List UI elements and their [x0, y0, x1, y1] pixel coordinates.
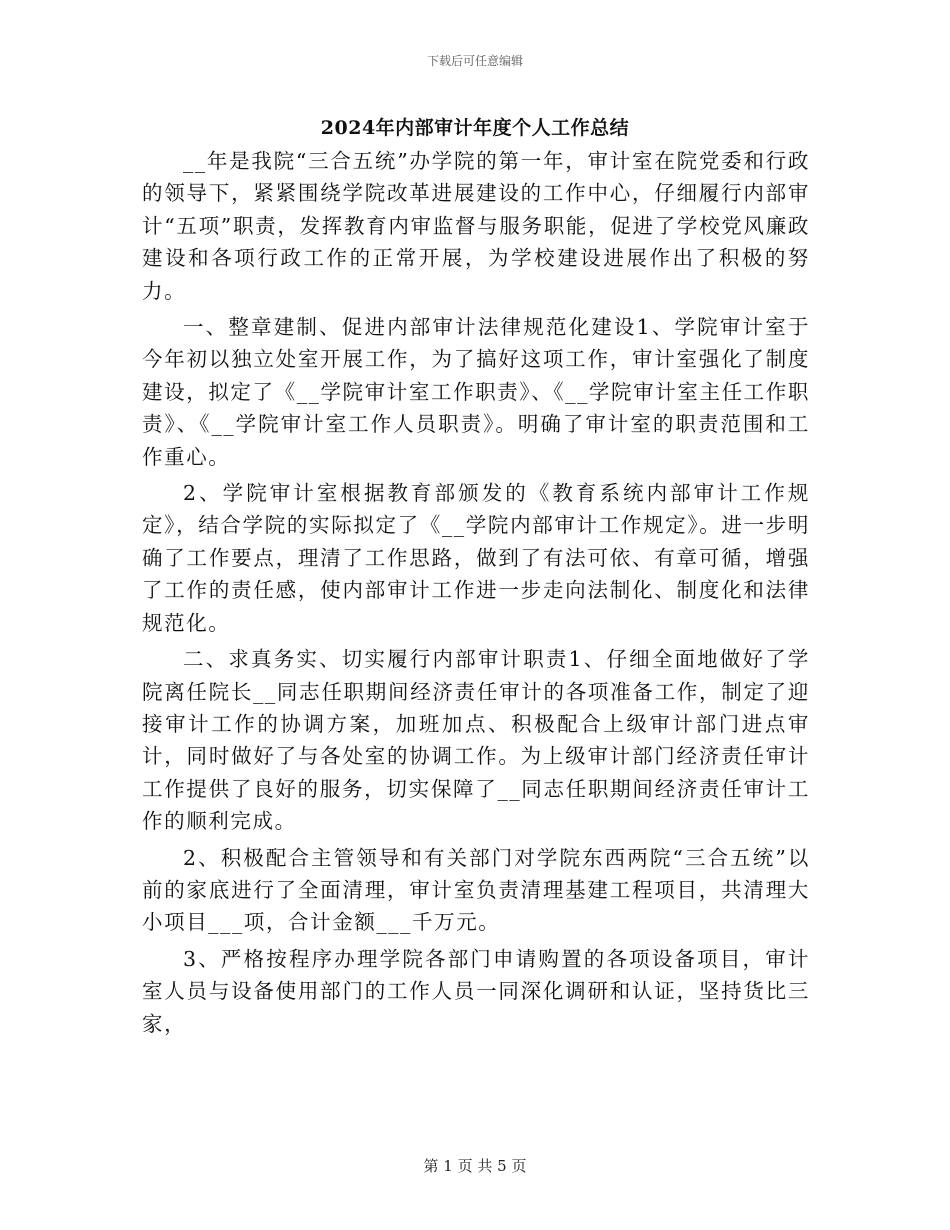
document-body — [142, 145, 810, 1044]
header-note: 下载后可任意编辑 — [426, 54, 523, 68]
paragraph: 一、整章建制、促进内部审计法律规范化建设1、学院审计室于今年初以独立处室开展工作，为了搞好这项工作，审计室强化了制度建设，拟定了《__学院审计室工作职责》、《__学院审计室主任工作职责》、《__学院审计室工作人员职责》。明确了审计室的职责范围和工作重心。 — [142, 315, 810, 469]
paragraph: 3、严格按程序办理学院各部门申请购置的各项设备项目，审计室人员与设备使用部门的工作人员一同深化调研和认证，坚持货比三家， — [142, 946, 810, 1036]
paragraph: 二、求真务实、切实履行内部审计职责1、仔细全面地做好了学院离任院长__同志任职期间经济责任审计的各项准备工作，制定了迎接审计工作的协调方案，加班加点、积极配合上级审计部门进点审计，同时做好了与各处室的协调工作。为上级审计部门经济责任审计工作提供了良好的服务，切实保障了__同志任职期间经济责任审计工作的顺利完成。 — [142, 647, 810, 834]
document-title: 2024年内部审计年度个人工作总结 — [320, 117, 630, 139]
paragraph: 2、学院审计室根据教育部颁发的《教育系统内部审计工作规定》，结合学院的实际拟定了《__学院内部审计工作规定》。进一步明确了工作要点，理清了工作思路，做到了有法可依、有章可循，增强了工作的责任感，使内部审计工作进一步走向法制化、制度化和法律规范化。 — [142, 481, 810, 635]
paragraph: __年是我院“三合五统”办学院的第一年，审计室在院党委和行政的领导下，紧紧围绕学院改革进展建设的工作中心，仔细履行内部审计“五项”职责，发挥教育内审监督与服务职能，促进了学校党风廉政建设和各项行政工作的正常开展，为学校建设进展作出了积极的努力。 — [142, 149, 810, 303]
paragraph: 2、积极配合主管领导和有关部门对学院东西两院“三合五统”以前的家底进行了全面清理，审计室负责清理基建工程项目，共清理大小项目___项，合计金额___千万元。 — [142, 845, 810, 935]
page-footer: 第 1 页 共 5 页 — [423, 1157, 527, 1175]
